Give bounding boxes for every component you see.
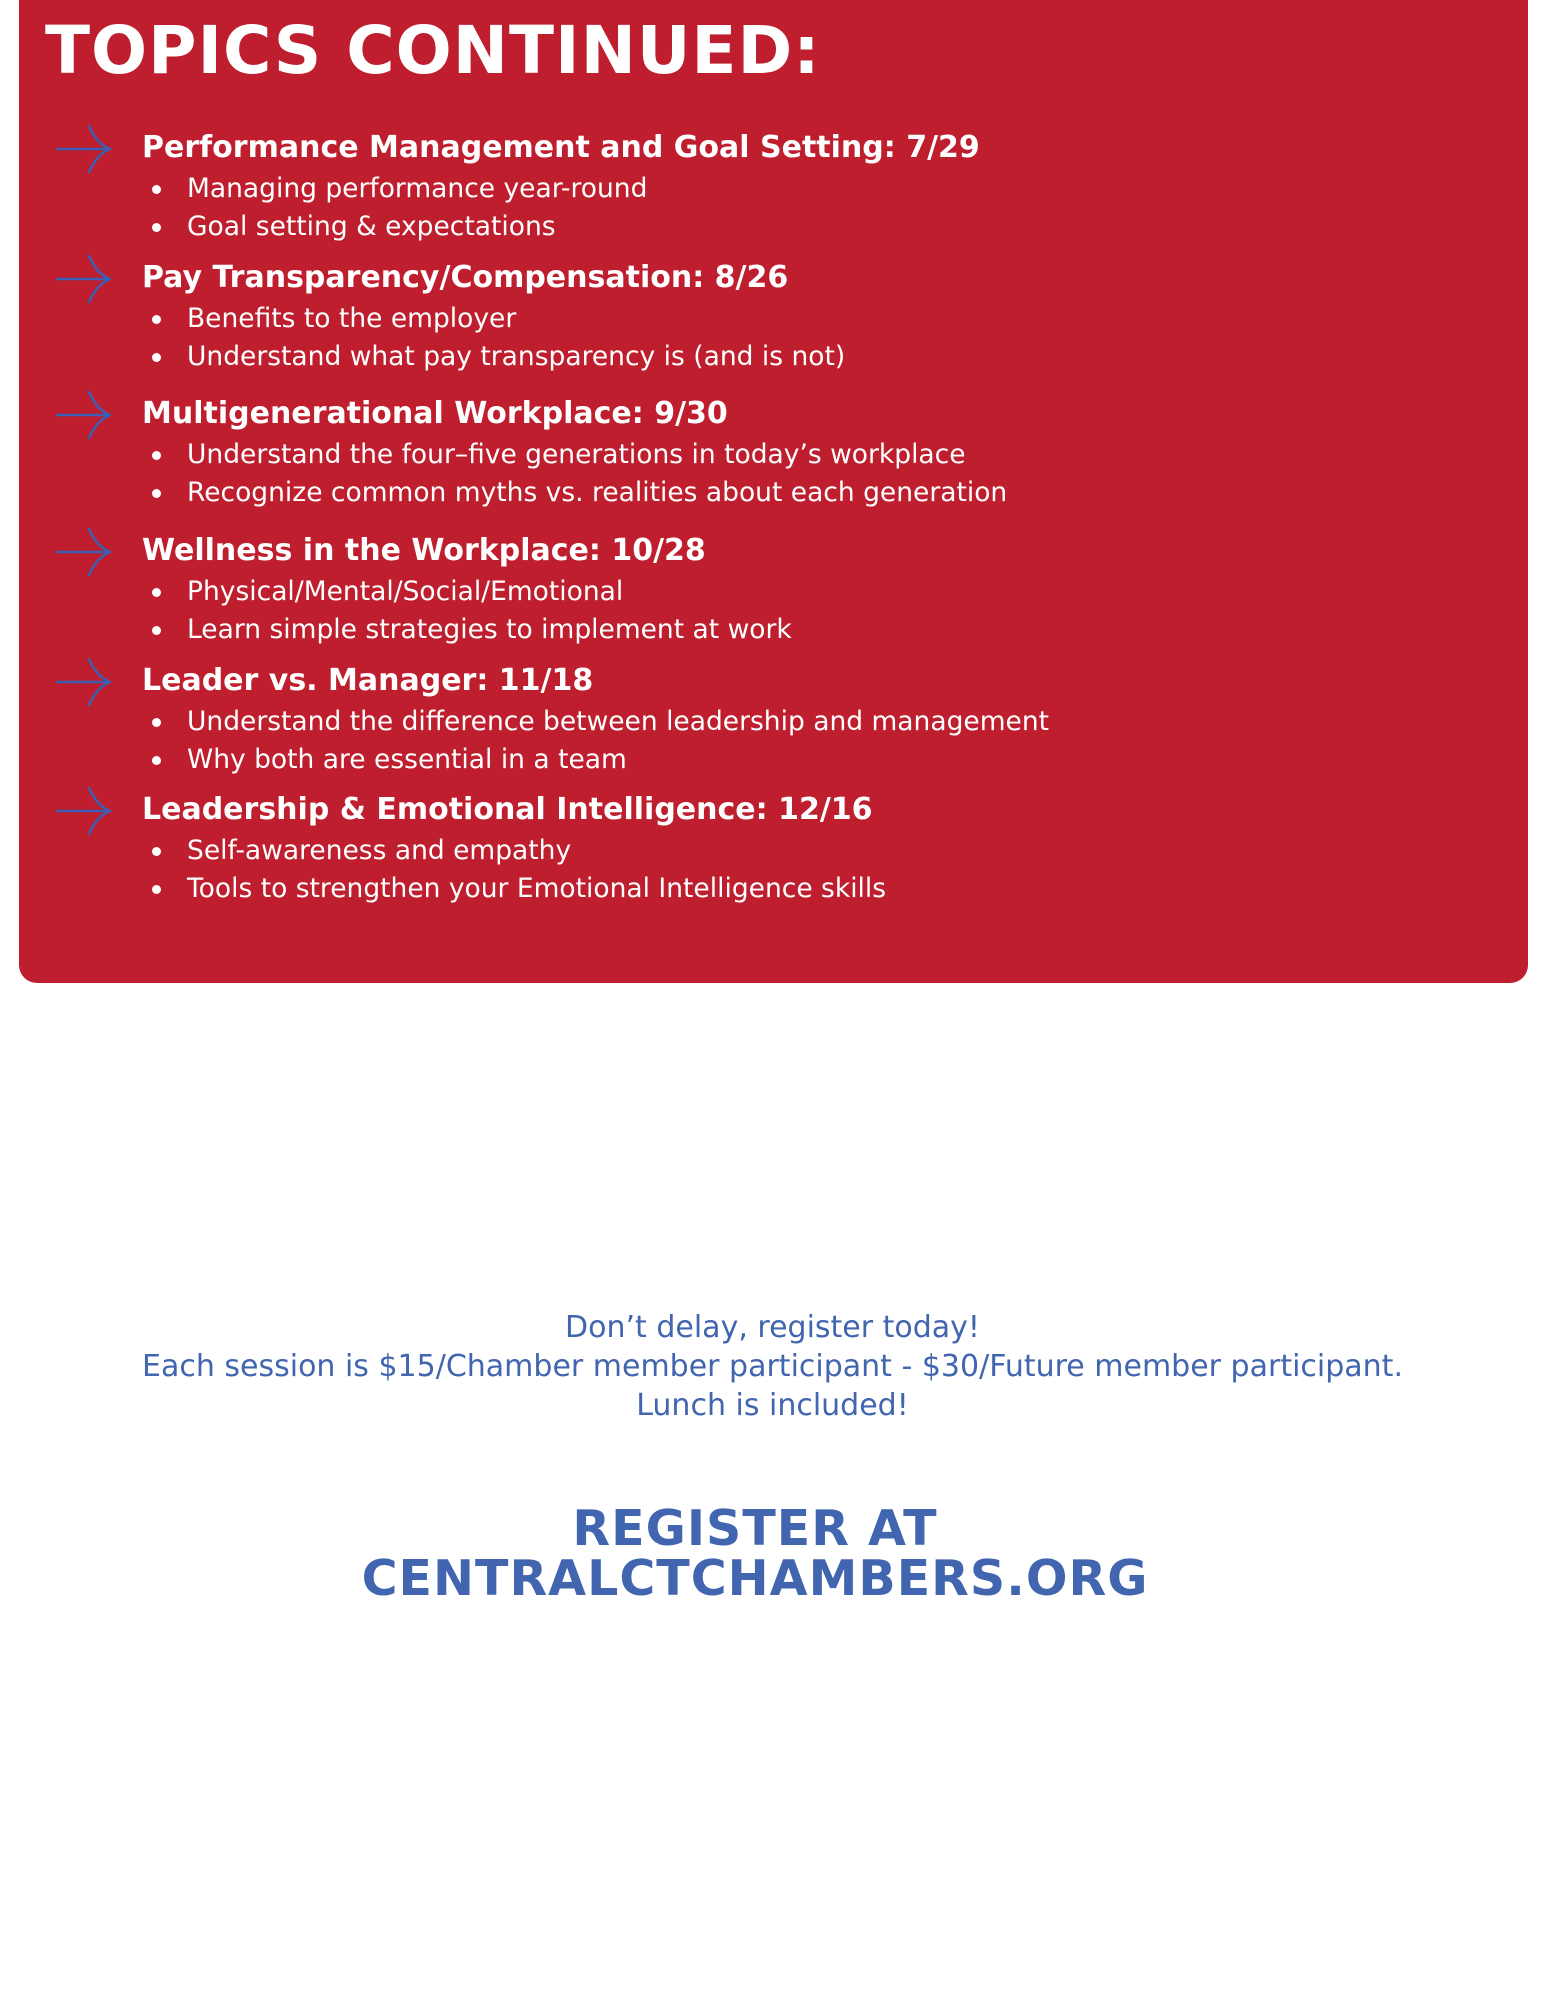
topics-panel bbox=[19, 0, 1528, 983]
bullet-text: Physical/Mental/Social/Emotional bbox=[187, 576, 624, 607]
list-item bbox=[142, 611, 792, 649]
bullet-dot bbox=[152, 489, 161, 498]
bullet-text: Understand the four–five generations in today’s workplace bbox=[187, 439, 966, 470]
bullet-dot bbox=[152, 847, 161, 856]
bullet-text: Self-awareness and empathy bbox=[187, 835, 572, 866]
list-item bbox=[142, 208, 647, 246]
list-item bbox=[142, 741, 1049, 779]
bullet-dot bbox=[152, 315, 161, 324]
bullet-dot bbox=[152, 353, 161, 362]
bullet-text: Goal setting & expectations bbox=[187, 211, 556, 242]
promo-text bbox=[0, 1308, 1545, 1425]
bullet-dot bbox=[152, 718, 161, 727]
bullet-text: Tools to strengthen your Emotional Intelligence skills bbox=[187, 873, 887, 904]
topic-bullet-list bbox=[142, 832, 886, 908]
register-heading: REGISTER AT bbox=[572, 1500, 938, 1557]
topic-heading: Wellness in the Workplace: 10/28 bbox=[142, 533, 706, 568]
bullet-text: Managing performance year-round bbox=[187, 173, 648, 204]
topic-heading: Performance Management and Goal Setting: 7/29 bbox=[142, 130, 980, 165]
topic-bullet-list bbox=[142, 703, 1049, 779]
register-callout bbox=[0, 1500, 1510, 1607]
topic-heading: Leadership & Emotional Intelligence: 12/16 bbox=[142, 792, 873, 827]
bullet-text: Understand what pay transparency is (and is not) bbox=[187, 341, 846, 372]
panel-title: TOPICS CONTINUED: bbox=[45, 12, 821, 89]
bullet-dot bbox=[152, 223, 161, 232]
list-item bbox=[142, 300, 845, 338]
list-item bbox=[142, 170, 647, 208]
arrow-right-icon bbox=[55, 388, 113, 442]
topic-bullet-list bbox=[142, 170, 647, 246]
topic-heading: Multigenerational Workplace: 9/30 bbox=[142, 396, 728, 431]
bullet-dot bbox=[152, 588, 161, 597]
bullet-dot bbox=[152, 626, 161, 635]
bullet-dot bbox=[152, 451, 161, 460]
topic-bullet-list bbox=[142, 573, 792, 649]
bullet-dot bbox=[152, 756, 161, 765]
list-item bbox=[142, 870, 886, 908]
register-url[interactable]: CENTRALCTCHAMBERS.ORG bbox=[361, 1550, 1149, 1607]
promo-line-pricing: Each session is $15/Chamber member participant - $30/Future member participant. bbox=[142, 1349, 1403, 1384]
list-item bbox=[142, 338, 845, 376]
bullet-text: Benefits to the employer bbox=[187, 303, 517, 334]
list-item bbox=[142, 573, 792, 611]
arrow-right-icon bbox=[55, 784, 113, 838]
promo-line-cta: Don’t delay, register today! bbox=[565, 1310, 980, 1345]
bullet-text: Understand the difference between leadership and management bbox=[187, 706, 1050, 737]
list-item bbox=[142, 832, 886, 870]
arrow-right-icon bbox=[55, 122, 113, 176]
bullet-text: Recognize common myths vs. realities about each generation bbox=[187, 477, 1008, 508]
topic-heading: Pay Transparency/Compensation: 8/26 bbox=[142, 260, 789, 295]
promo-line-lunch: Lunch is included! bbox=[636, 1388, 909, 1423]
arrow-right-icon bbox=[55, 655, 113, 709]
topic-heading: Leader vs. Manager: 11/18 bbox=[142, 663, 594, 698]
bullet-dot bbox=[152, 885, 161, 894]
list-item bbox=[142, 474, 1007, 512]
arrow-right-icon bbox=[55, 525, 113, 579]
arrow-right-icon bbox=[55, 252, 113, 306]
topic-bullet-list bbox=[142, 436, 1007, 512]
bullet-dot bbox=[152, 185, 161, 194]
bullet-text: Why both are essential in a team bbox=[187, 744, 627, 775]
topic-bullet-list bbox=[142, 300, 845, 376]
bullet-text: Learn simple strategies to implement at work bbox=[187, 614, 792, 645]
list-item bbox=[142, 703, 1049, 741]
list-item bbox=[142, 436, 1007, 474]
